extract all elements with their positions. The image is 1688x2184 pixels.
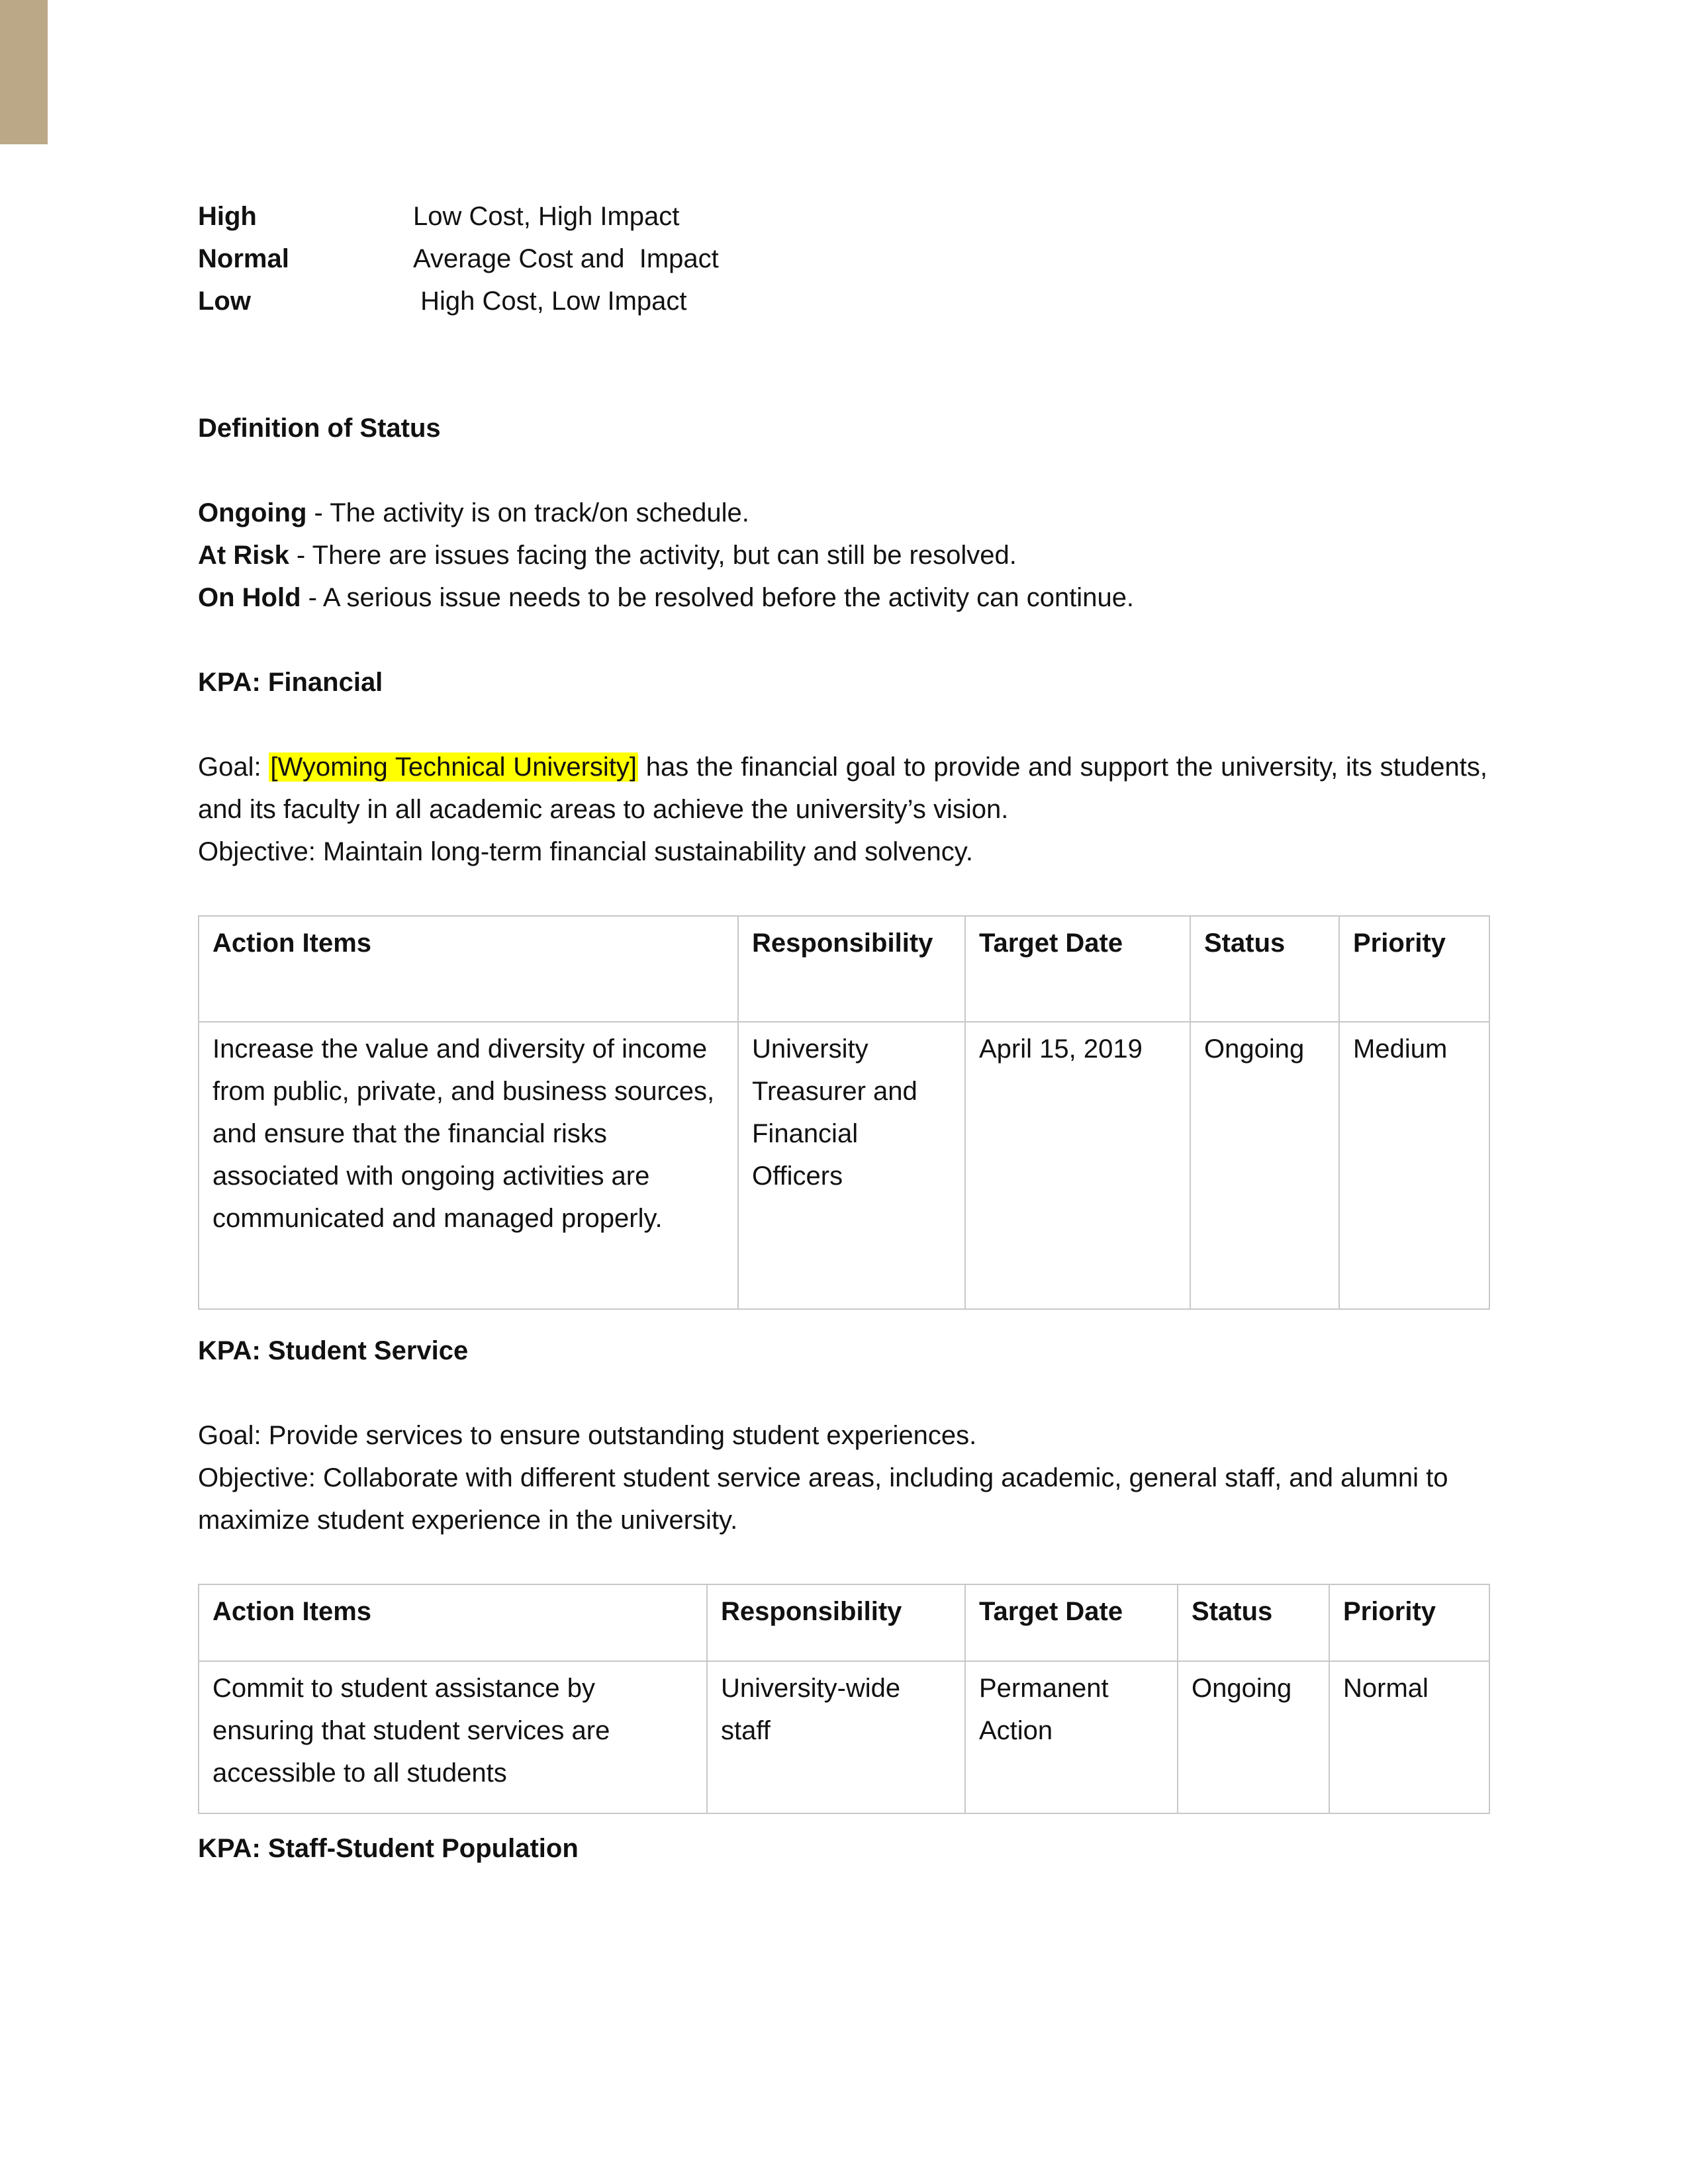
- legend-key: High: [198, 202, 257, 231]
- legend-description: Low Cost, High Impact: [413, 202, 680, 231]
- cell-responsibility: University Treasurer and Financial Officers: [738, 1022, 965, 1309]
- column-header-status: Status: [1178, 1584, 1329, 1661]
- kpa-staff-student-heading: KPA: Staff-Student Population: [198, 1834, 579, 1863]
- cell-status: Ongoing: [1190, 1022, 1339, 1309]
- table-row: [199, 1661, 1489, 1813]
- goal-text: has the financial goal to provide and support the university, its students, and its faculty in all academic areas to achieve the university’s vision.: [198, 752, 1488, 824]
- column-header-responsibility: Responsibility: [738, 916, 965, 1022]
- legend-row-normal: [198, 238, 1487, 280]
- column-header-status: Status: [1190, 916, 1339, 1022]
- kpa-student-service-objective: Objective: Collaborate with different student service areas, including academic, general staff, and alumni to maximize student experience in the university.: [198, 1463, 1448, 1535]
- cell-action-item: Commit to student assistance by ensuring that student services are accessible to all students: [199, 1661, 707, 1813]
- status-text: - A serious issue needs to be resolved before the activity can continue.: [301, 583, 1135, 612]
- financial-action-table: [198, 915, 1490, 1310]
- kpa-financial-heading: KPA: Financial: [198, 668, 383, 697]
- table-row: [199, 1022, 1489, 1309]
- legend-key: Normal: [198, 244, 289, 273]
- status-term: On Hold: [198, 583, 301, 612]
- legend-row-low: [198, 280, 1487, 322]
- priority-legend: [198, 195, 1487, 322]
- status-term: Ongoing: [198, 498, 307, 527]
- column-header-priority: Priority: [1329, 1584, 1489, 1661]
- cell-status: Ongoing: [1178, 1661, 1329, 1813]
- column-header-action-items: Action Items: [199, 1584, 707, 1661]
- kpa-student-service-goal: Goal: Provide services to ensure outstanding student experiences.: [198, 1421, 977, 1450]
- column-header-target-date: Target Date: [965, 1584, 1178, 1661]
- table-header-row: [199, 916, 1489, 1022]
- legend-description: Average Cost and Impact: [413, 244, 719, 273]
- kpa-student-service-heading: KPA: Student Service: [198, 1336, 469, 1365]
- kpa-financial-objective: Objective: Maintain long-term financial sustainability and solvency.: [198, 837, 973, 866]
- legend-key: Low: [198, 287, 251, 316]
- status-text: - The activity is on track/on schedule.: [306, 498, 749, 527]
- cell-target-date: April 15, 2019: [965, 1022, 1190, 1309]
- column-header-action-items: Action Items: [199, 916, 738, 1022]
- legend-row-high: [198, 195, 1487, 238]
- status-term: At Risk: [198, 541, 289, 570]
- document-page: [198, 195, 1487, 1870]
- table-header-row: [199, 1584, 1489, 1661]
- column-header-priority: Priority: [1339, 916, 1489, 1022]
- cell-responsibility: University-wide staff: [707, 1661, 965, 1813]
- decorative-corner-tab: [0, 0, 48, 144]
- goal-prefix: Goal:: [198, 752, 269, 782]
- cell-action-item: Increase the value and diversity of income from public, private, and business sources, and ensure that the financial risks associated with ongoing activities are communicated and managed properly.: [199, 1022, 738, 1309]
- legend-description: High Cost, Low Impact: [413, 287, 687, 316]
- status-text: - There are issues facing the activity, but can still be resolved.: [289, 541, 1017, 570]
- student-service-action-table: [198, 1584, 1490, 1814]
- column-header-responsibility: Responsibility: [707, 1584, 965, 1661]
- cell-priority: Medium: [1339, 1022, 1489, 1309]
- cell-target-date: Permanent Action: [965, 1661, 1178, 1813]
- status-definition-on-hold: [198, 576, 1487, 619]
- column-header-target-date: Target Date: [965, 916, 1190, 1022]
- status-definition-ongoing: [198, 492, 1487, 534]
- university-name-highlight: [Wyoming Technical University]: [270, 752, 637, 782]
- status-definition-heading: Definition of Status: [198, 414, 441, 443]
- cell-priority: Normal: [1329, 1661, 1489, 1813]
- status-definition-at-risk: [198, 534, 1487, 576]
- kpa-financial-goal: [198, 746, 1487, 831]
